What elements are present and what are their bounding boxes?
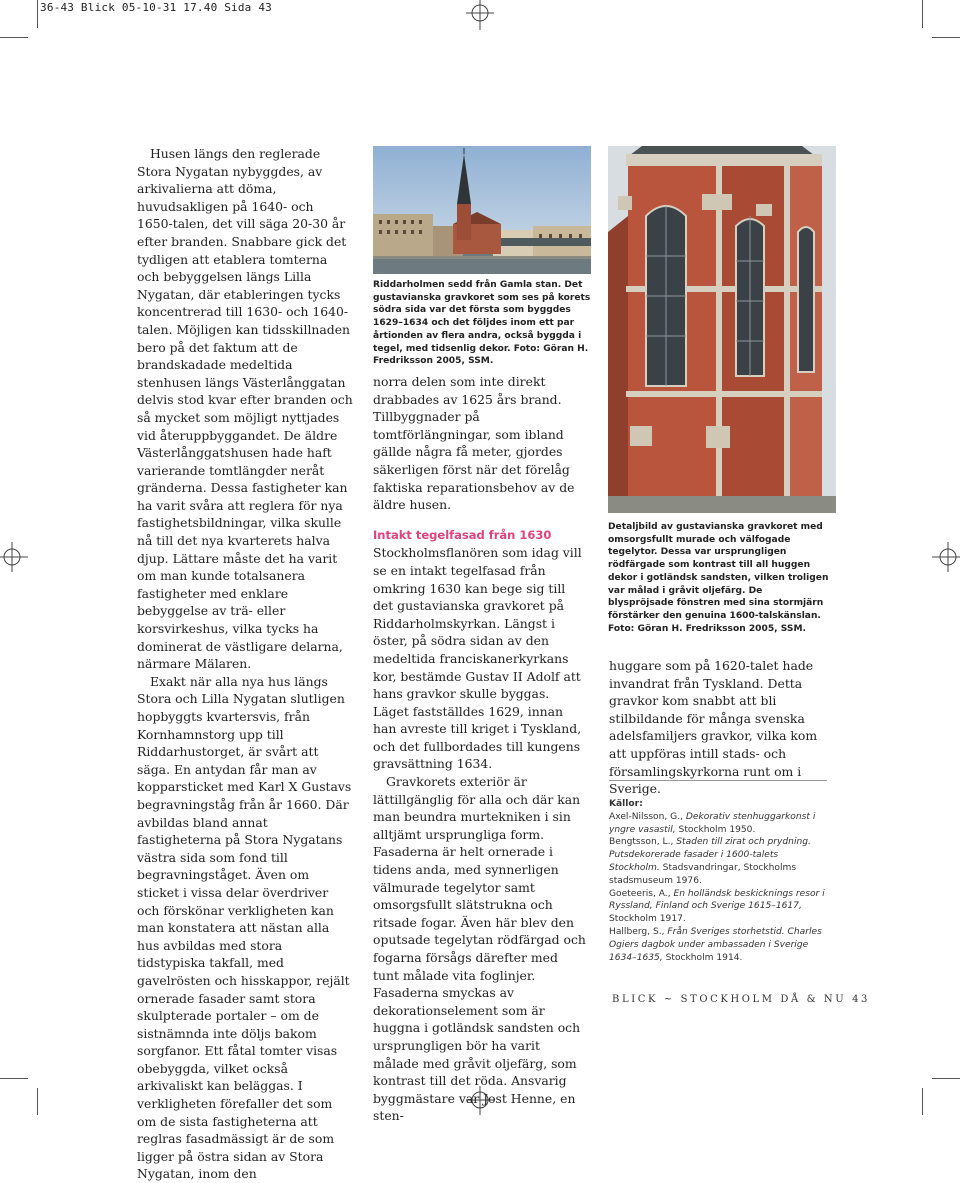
source-item: Axel-Nilsson, G., Dekorativ stenhuggarkonst i yngre vasastil, Stockholm 1950.: [609, 811, 816, 835]
page-footer: BLICK ~ STOCKHOLM DÅ & NU 43: [612, 994, 870, 1005]
crop-mark-bottom-left-v: [37, 1088, 38, 1115]
sources-title: Källor:: [609, 799, 643, 809]
paragraph: Gravkorets exteriör är lättillgänglig för alla och där kan man beundra murtekniken i sin alltjämt ursprungliga form. Fasaderna är helt ornerade i tidens anda, med synnerligen välmurade tegelytor samt omsorgsfullt slätstrukna och ritsade fogar. Även här blev den oputsade tegelytan rödfärgad och fogarna försågs därefter med tunt målade vita foglinjer. Fasaderna smyckas av dekorationselement som är huggna i gotländsk sandsten och ursprungligen bör ha varit målade med gråvit oljefärg, som kontrast till det röda. Ansvarig byggmästare var Jost Henne, en sten-: [373, 774, 586, 1124]
sources-list: [609, 798, 829, 964]
registration-mark-right: [930, 540, 960, 574]
photo-caption-gravkor: Detaljbild av gustavianska gravkoret med omsorgsfullt murade och välfogade tegelytor. Dessa var ursprungligen rödfärgade som kontrast till all huggen dekor i gotländsk sandsten, vilken troligen var målad i gråvit oljefärg. De blyspröjsade fönstren med sina stormjärn förstärker den genuina 1600-talskänslan. Foto: Göran H. Fredriksson 2005, SSM.: [608, 522, 829, 634]
paragraph: norra delen som inte direkt drabbades av 1625 års brand. Tillbyggnader på tomtförlängningar, som ibland gällde några få meter, gjordes säkerligen först när det förelåg faktiska reparationsbehov av de äldre husen.: [373, 374, 575, 513]
section-heading: Intakt tegelfasad från 1630: [373, 527, 552, 542]
crop-mark-top-left: [0, 37, 28, 38]
crop-mark-top-right-v: [922, 0, 923, 28]
photo-gravkor-detail: [608, 146, 836, 513]
source-item: Goeteeris, A., En holländsk beskicknings resor i Ryssland, Finland och Sverige 1615–1617, Stockholm 1917.: [609, 888, 825, 925]
article-column-middle: [373, 373, 587, 1125]
paragraph: Exakt när alla nya hus längs Stora och Lilla Nygatan slutligen hopbyggts kvartersvis, från Kornhamnstorg upp till Riddarhustorget, är svårt att säga. En antydan får man av kopparsticket med Karl X Gustavs begravningståg från år 1660. Där avbildas bland annat fastigheterna på Stora Nygatans västra sida som fond till begravningståget. Även om sticket i vissa delar överdriver och förskönar verkligheten kan man konstatera att nästan alla hus avbildas med stora tidstypiska takfall, med gavelrösten och hisskappor, rejält ornerade fasader samt stora skulpterade portaler – om de sistnämnda inte döljs bakom sorgfanor. Ett fåtal tomter visas obebyggda, vilket också arkivaliskt kan beläggas. I verkligheten förefaller det som om de sista fastigheterna att reglras fasadmässigt är de som ligger på östra sidan av Stora Nygatan, inom den: [137, 673, 352, 1182]
source-item: Bengtsson, L., Staden till zirat och prydning. Putsdekorerade fasader i 1600-talets Stockholm. Stadsvandringar, Stockholms stadsmuseum 1976.: [609, 837, 811, 886]
photo-caption-riddarholmen: Riddarholmen sedd från Gamla stan. Det gustavianska gravkoret som ses på korets södra sida var det första som byggdes 1629–1634 och det följdes inom ett par årtionden av flera andra, också byggda i tegel, med tidsenlig dekor. Foto: Göran H. Fredriksson 2005, SSM.: [373, 280, 591, 367]
registration-mark-left: [0, 540, 30, 574]
print-slug: 36-43 Blick 05-10-31 17.40 Sida 43: [40, 1, 272, 14]
crop-mark-bottom-right: [932, 1078, 960, 1079]
photo-riddarholmen: [373, 146, 591, 274]
paragraph: huggare som på 1620-talet hade invandrat från Tyskland. Detta gravkor kom snabbt att bli stilbildande för många svenska adelsfamiljers gravkor, vilka kom att uppföras intill stads- och församlingskyrkorna runt om i Sverige.: [609, 658, 818, 797]
paragraph: Husen längs den reglerade Stora Nygatan nybyggdes, av arkivalierna att döma, huvudsakligen på 1640- och 1650-talen, det vill säga 20-30 år efter branden. Snabbare gick det tydligen att etablera tomterna och bebyggelsen längs Lilla Nygatan, där etableringen tycks koncentrerad till 1630- och 1640-talen. Möjligen kan tidsskillnaden bero på det faktum att de brandskadade medeltida stenhusen längs Västerlånggatan delvis stod kvar efter branden och så mycket som möjligt nyttjades vid återuppbyggandet. De äldre Västerlånggatshusen hade haft varierande tomtlängder neråt gränderna. Dessa fastigheter kan ha varit svåra att reglera för nya fastighetsbildningar, vilka skulle nå till det nya kvarterets halva djup. Lättare måste det ha varit om man kunde totalsanera fastigheter med enklare bebyggelse av trä- eller korsvirkeshus, vilka tycks ha dominerat de västligare delarna, närmare Mälaren.: [137, 146, 353, 672]
crop-mark-top-left-v: [37, 0, 38, 28]
source-item: Hallberg, S., Från Sveriges storhetstid. Charles Ogiers dagbok under ambassaden i Sverige 1634–1635, Stockholm 1914.: [609, 926, 822, 963]
crop-mark-bottom-left: [0, 1078, 28, 1079]
article-column-right: [609, 657, 824, 798]
paragraph: Stockholmsflanören som idag vill se en intakt tegelfasad från omkring 1630 kan bege sig till det gustavianska gravkoret på Riddarholmskyrkan. Längst i öster, på södra sidan av den medeltida franciskanerkyrkans kor, bestämde Gustav II Adolf att hans gravkor skulle byggas. Läget fastställdes 1629, innan han avreste till kriget i Tyskland, och det fullbordades till kungens gravsättning 1634.: [373, 545, 582, 772]
crop-mark-top-right: [932, 37, 960, 38]
sources-divider: [609, 780, 827, 781]
crop-mark-bottom-right-v: [922, 1088, 923, 1115]
article-column-left: [137, 145, 353, 1183]
registration-mark-top: [464, 0, 496, 32]
